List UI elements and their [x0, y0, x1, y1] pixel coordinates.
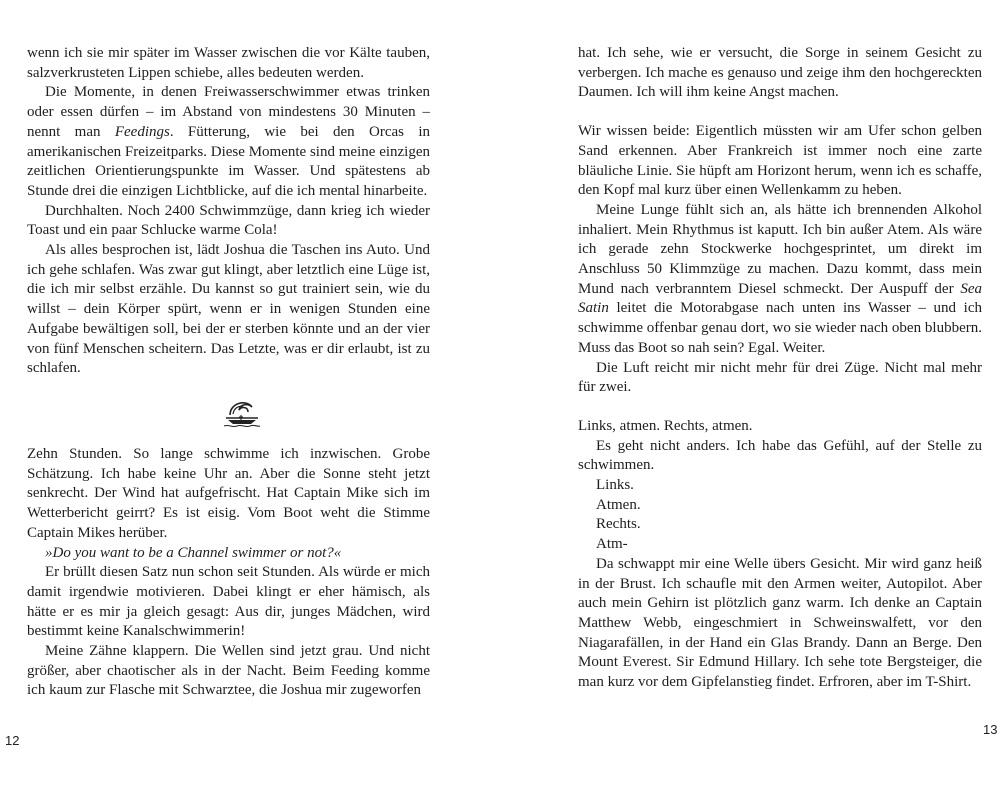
paragraph: Die Momente, in denen Freiwasserschwimmer etwas trinken oder essen dürfen – im Abstand von mindestens 30 Minuten – nennt man Feedings. Fütterung, wie bei den Orcas in amerikanischen Freizeitparks. Diese Momente sind meine einzigen zeitlichen Orientierungspunkte im Wasser. Und spätestens ab Stunde drei die einzigen Lichtblicke, auf die ich mental hinarbeite.	[27, 84, 430, 199]
page-number-right: 13	[983, 722, 998, 737]
left-text-column	[27, 44, 430, 379]
short-line: Rechts.	[596, 516, 641, 533]
paragraph: wenn ich sie mir später im Wasser zwischen die vor Kälte tauben, salzverkrusteten Lippen schiebe, alles bedeuten werden.	[27, 45, 430, 81]
italic-term: Feedings	[114, 123, 170, 140]
boat-name: Sea Satin	[578, 280, 982, 317]
paragraph: Durchhalten. Noch 2400 Schwimmzüge, dann krieg ich wieder Toast und ein paar Schlucke warme Cola!	[27, 202, 430, 239]
paragraph: Zehn Stunden. So lange schwimme ich inzwischen. Grobe Schätzung. Ich habe keine Uhr an. Aber die Sonne steht jetzt senkrecht. Der Wind hat aufgefrischt. Hat Captain Mike sich im Wetterbericht geirrt? Es ist eisig. Vom Boot weht die Stimme Captain Mikes herüber.	[27, 446, 430, 541]
short-line: Atmen.	[596, 496, 641, 513]
left-text-column-2	[27, 445, 430, 701]
short-line: Atm-	[596, 536, 628, 553]
paragraph: Er brüllt diesen Satz nun schon seit Stunden. Als würde er mich damit irgendwie motivieren. Dabei klingt er eher hämisch, als hätte er es mir ja gleich gesagt: Aus dir, junges Mädchen, wird bestimmt keine Kanalschwimmerin!	[27, 564, 430, 640]
right-page	[500, 0, 1000, 800]
paragraph: Wir wissen beide: Eigentlich müssten wir am Ufer schon gelben Sand erkennen. Aber Frankreich ist immer noch eine zarte bläuliche Linie. Sie hüpft am Horizont herum, wenn ich es schaffe, den Kopf mal kurz über einen Wellenkamm zu heben.	[578, 123, 982, 199]
quote-line: »Do you want to be a Channel swimmer or not?«	[45, 544, 342, 561]
paragraph: Links, atmen. Rechts, atmen.	[578, 417, 753, 434]
paragraph: Als alles besprochen ist, lädt Joshua die Taschen ins Auto. Und ich gehe schlafen. Was zwar gut klingt, aber letztlich eine Lüge ist, die ich mir selbst erzähle. Du kannst so gut trainiert sein, wie du willst – dein Körper spürt, wenn er in wenigen Stunden eine Aufgabe bewältigen soll, bei der er sterben könnte und an der vier von fünf Menschen scheitern. Das Letzte, was er dir erlaubt, ist zu schlafen.	[27, 242, 430, 377]
paragraph: Es geht nicht anders. Ich habe das Gefühl, auf der Stelle zu schwimmen.	[578, 437, 982, 474]
paragraph: Meine Zähne klappern. Die Wellen sind jetzt grau. Und nicht größer, aber chaotischer als in der Nacht. Beim Feeding komme ich kaum zur Flasche mit Schwarztee, die Joshua mir zugeworfen	[27, 643, 430, 699]
paragraph: Die Luft reicht mir nicht mehr für drei Züge. Nicht mal mehr für zwei.	[578, 359, 982, 396]
short-line: Links.	[596, 477, 634, 494]
paragraph: Meine Lunge fühlt sich an, als hätte ich brennenden Alkohol inhaliert. Mein Rhythmus ist kaputt. Ich bin außer Atem. Als wäre ich gerade zehn Stockwerke hochgesprintet, um direkt im Anschluss 50 Klimmzüge zu machen. Dazu kommt, dass mein Mund nach verbranntem Diesel schmeckt. Der Auspuff der Sea Satin leitet die Motorabgase nach unten ins Wasser – und ich schwimme offenbar genau dort, wo sie wieder nach oben blubbern. Muss das Boot so nah sein? Egal. Weiter.	[578, 201, 982, 356]
page-number-left: 12	[5, 733, 20, 748]
right-text-column	[578, 44, 982, 693]
paragraph: Da schwappt mir eine Welle übers Gesicht. Mir wird ganz heiß in der Brust. Ich schaufle mit den Armen weiter, Autopilot. Aber auch mein Gehirn ist plötzlich ganz warm. Ich denke an Captain Matthew Webb, eingeschmiert in Schweinswalfett, vor den Niagarafällen, in der Hand ein Glas Brandy. Dann an Berge. Den Mount Everest. Sir Edmund Hillary. Ich sehe tote Bergsteiger, die man kurz vor dem Gipfelanstieg findet. Erfroren, aber im T-Shirt.	[578, 555, 982, 691]
paragraph: hat. Ich sehe, wie er versucht, die Sorge in seinem Gesicht zu verbergen. Ich mache es genauso und zeige ihm den hochgereckten Daumen. Ich will ihm keine Angst machen.	[578, 45, 982, 101]
wave-boat-ornament-icon	[220, 393, 264, 433]
